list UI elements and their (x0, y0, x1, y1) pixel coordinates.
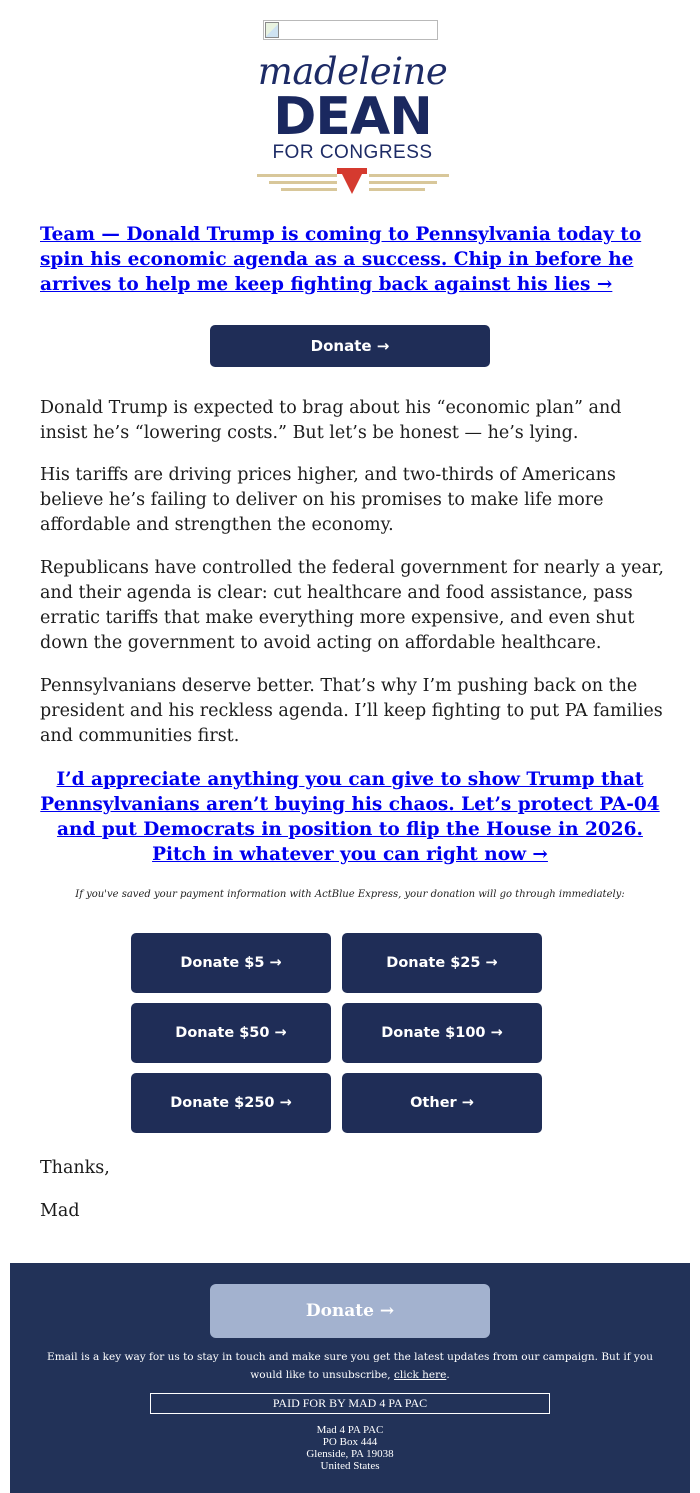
donate-button-top[interactable]: Donate → (210, 325, 490, 367)
body-paragraph-4: Pennsylvanians deserve better. That’s why I’m pushing back on the president and his reckless agenda. I’ll keep fighting to put PA families and communities first. (40, 676, 663, 746)
address-line-2: PO Box 444 (322, 1436, 378, 1448)
broken-image-icon (265, 22, 279, 38)
unsubscribe-link[interactable]: click here (393, 1369, 447, 1381)
signoff-name: Mad (40, 1201, 80, 1221)
address-line-4: United States (320, 1460, 380, 1472)
body-paragraph-2: His tariffs are driving prices higher, and two-thirds of Americans believe he’s failing to deliver on his promises to make life more affordable and strengthen the economy. (40, 465, 616, 535)
campaign-logo (250, 52, 455, 197)
paid-for-disclaimer: PAID FOR BY MAD 4 PA PAC (150, 1393, 550, 1414)
appeal-donate-link[interactable]: I’d appreciate anything you can give to show Trump that Pennsylvanians aren’t buying his chaos. Let’s protect PA-04 and put Democrats in position to flip the House in 2026. Pitch in whatever you can right now → (40, 769, 660, 865)
body-paragraph-1: Donald Trump is expected to brag about his “economic plan” and insist he’s “lowering costs.” But let’s be honest — he’s lying. (40, 398, 622, 443)
logo-surname: DEAN (273, 87, 432, 147)
donate-250-button[interactable]: Donate $250 → (131, 1073, 331, 1133)
address-line-3: Glenside, PA 19038 (306, 1448, 394, 1460)
signoff-thanks: Thanks, (40, 1158, 110, 1178)
actblue-express-note: If you've saved your payment information with ActBlue Express, your donation will go through immediately: (75, 889, 625, 900)
logo-script-name: madeleine (257, 50, 448, 93)
lead-donate-link[interactable]: Team — Donald Trump is coming to Pennsylvania today to spin his economic agenda as a success. Chip in before he arrives to help me keep fighting back against his lies → (40, 224, 642, 295)
header-image-placeholder (263, 20, 438, 40)
unsubscribe-text: Email is a key way for us to stay in touch and make sure you get the latest updates from our campaign. But if you would like to unsubscribe, (47, 1351, 653, 1381)
body-paragraph-3: Republicans have controlled the federal government for nearly a year, and their agenda is clear: cut healthcare and food assistance, pass erratic tariffs that make everything more expensive, and even shut down the government to avoid acting on affordable healthcare. (40, 558, 664, 653)
donate-100-button[interactable]: Donate $100 → (342, 1003, 542, 1063)
unsubscribe-period: . (446, 1369, 450, 1381)
footer-donate-button[interactable]: Donate → (210, 1284, 490, 1338)
footer (10, 1263, 690, 1493)
donate-50-button[interactable]: Donate $50 → (131, 1003, 331, 1063)
donate-25-button[interactable]: Donate $25 → (342, 933, 542, 993)
donate-5-button[interactable]: Donate $5 → (131, 933, 331, 993)
logo-tagline: FOR CONGRESS (272, 142, 433, 163)
mailing-address (10, 1424, 690, 1472)
unsubscribe-notice (40, 1348, 660, 1384)
keystone-icon (340, 170, 364, 194)
address-line-1: Mad 4 PA PAC (316, 1424, 384, 1436)
donate-other-button[interactable]: Other → (342, 1073, 542, 1133)
